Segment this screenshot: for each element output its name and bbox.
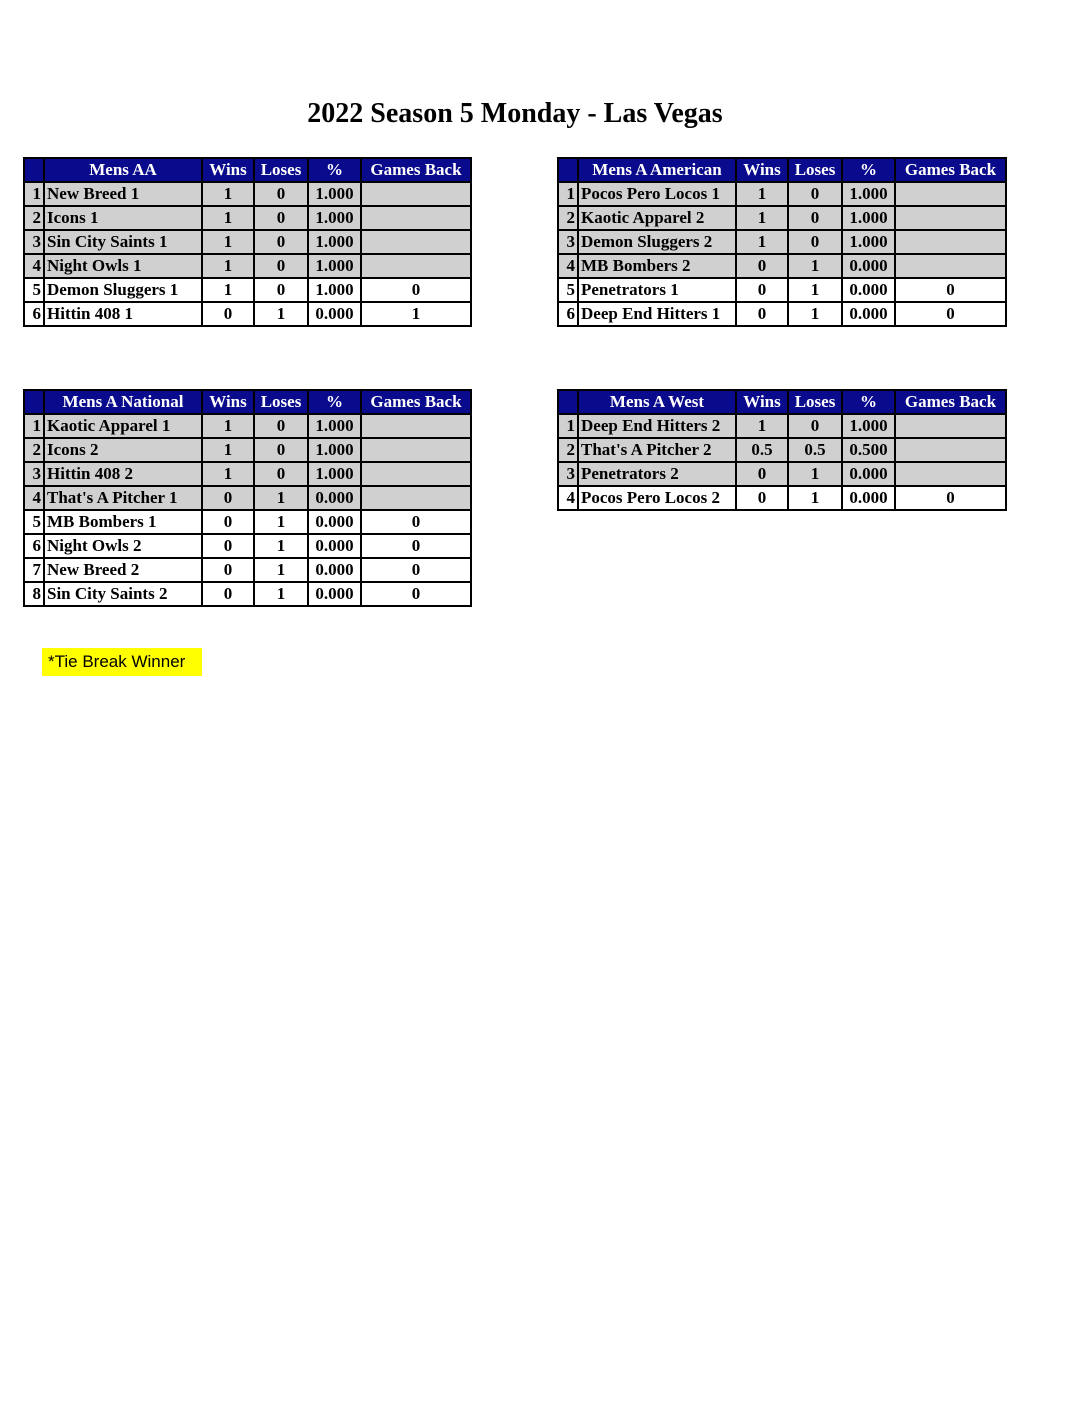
team-name: Penetrators 2 bbox=[578, 462, 736, 486]
loses: 0 bbox=[254, 230, 308, 254]
games-back: 0 bbox=[895, 302, 1006, 326]
games-back: 0 bbox=[361, 510, 471, 534]
pct: 0.000 bbox=[308, 534, 361, 558]
rank: 6 bbox=[24, 302, 44, 326]
table-row bbox=[558, 462, 1006, 486]
page-title: 2022 Season 5 Monday - Las Vegas bbox=[307, 98, 723, 129]
pct-header: % bbox=[308, 390, 361, 414]
standings-table-mens-a-american bbox=[557, 157, 1007, 327]
wins: 1 bbox=[736, 182, 788, 206]
wins: 0 bbox=[736, 254, 788, 278]
rank-header bbox=[24, 158, 44, 182]
loses: 0 bbox=[788, 230, 842, 254]
games-back: 0 bbox=[361, 534, 471, 558]
table-header bbox=[558, 390, 1006, 414]
pct: 0.000 bbox=[842, 302, 895, 326]
team-name: That's A Pitcher 1 bbox=[44, 486, 202, 510]
wins: 0 bbox=[736, 302, 788, 326]
tie-break-note: *Tie Break Winner bbox=[42, 648, 202, 676]
wins: 1 bbox=[202, 278, 254, 302]
wins: 1 bbox=[202, 206, 254, 230]
loses: 1 bbox=[788, 254, 842, 278]
table-row bbox=[558, 278, 1006, 302]
team-name: Deep End Hitters 2 bbox=[578, 414, 736, 438]
rank: 1 bbox=[24, 182, 44, 206]
table-row bbox=[24, 182, 471, 206]
pct-header: % bbox=[842, 390, 895, 414]
table-row bbox=[558, 414, 1006, 438]
games-back: 0 bbox=[895, 278, 1006, 302]
team-name: Sin City Saints 1 bbox=[44, 230, 202, 254]
team-name: That's A Pitcher 2 bbox=[578, 438, 736, 462]
wins: 0 bbox=[736, 462, 788, 486]
pct: 0.000 bbox=[308, 558, 361, 582]
table-row bbox=[24, 510, 471, 534]
wins: 1 bbox=[202, 414, 254, 438]
wins: 0 bbox=[736, 486, 788, 510]
games-back bbox=[361, 206, 471, 230]
games-back bbox=[895, 414, 1006, 438]
pct: 0.000 bbox=[842, 254, 895, 278]
table-row bbox=[558, 254, 1006, 278]
division-name: Mens A National bbox=[44, 390, 202, 414]
wins: 0 bbox=[202, 486, 254, 510]
team-name: New Breed 2 bbox=[44, 558, 202, 582]
team-name: Night Owls 1 bbox=[44, 254, 202, 278]
loses: 0 bbox=[254, 438, 308, 462]
wins-header: Wins bbox=[202, 390, 254, 414]
games-back: 0 bbox=[361, 558, 471, 582]
rank: 2 bbox=[558, 206, 578, 230]
table-row bbox=[24, 438, 471, 462]
games-back-header: Games Back bbox=[895, 158, 1006, 182]
rank-header bbox=[558, 158, 578, 182]
loses-header: Loses bbox=[254, 158, 308, 182]
rank: 1 bbox=[558, 182, 578, 206]
loses: 1 bbox=[254, 534, 308, 558]
loses: 1 bbox=[788, 486, 842, 510]
pct: 1.000 bbox=[842, 182, 895, 206]
wins: 1 bbox=[736, 230, 788, 254]
games-back bbox=[361, 182, 471, 206]
games-back bbox=[361, 230, 471, 254]
games-back: 1 bbox=[361, 302, 471, 326]
table-row bbox=[24, 230, 471, 254]
rank: 1 bbox=[24, 414, 44, 438]
games-back-header: Games Back bbox=[361, 158, 471, 182]
loses: 1 bbox=[254, 302, 308, 326]
loses: 0 bbox=[254, 254, 308, 278]
standings-table-mens-aa bbox=[23, 157, 472, 327]
wins-header: Wins bbox=[202, 158, 254, 182]
table-row bbox=[558, 302, 1006, 326]
rank: 2 bbox=[558, 438, 578, 462]
rank: 4 bbox=[24, 254, 44, 278]
table-row bbox=[558, 182, 1006, 206]
rank: 4 bbox=[24, 486, 44, 510]
pct-header: % bbox=[308, 158, 361, 182]
team-name: Demon Sluggers 2 bbox=[578, 230, 736, 254]
rank: 3 bbox=[558, 230, 578, 254]
team-name: Deep End Hitters 1 bbox=[578, 302, 736, 326]
team-name: Icons 1 bbox=[44, 206, 202, 230]
rank: 1 bbox=[558, 414, 578, 438]
loses: 0 bbox=[254, 206, 308, 230]
standings-table-mens-a-national bbox=[23, 389, 472, 607]
pct: 1.000 bbox=[308, 278, 361, 302]
table-row bbox=[24, 486, 471, 510]
loses: 0 bbox=[788, 182, 842, 206]
games-back bbox=[895, 462, 1006, 486]
loses-header: Loses bbox=[788, 390, 842, 414]
rank: 5 bbox=[24, 278, 44, 302]
games-back bbox=[361, 414, 471, 438]
games-back bbox=[895, 254, 1006, 278]
wins: 1 bbox=[202, 462, 254, 486]
team-name: MB Bombers 1 bbox=[44, 510, 202, 534]
pct-header: % bbox=[842, 158, 895, 182]
games-back bbox=[895, 438, 1006, 462]
pct: 1.000 bbox=[308, 462, 361, 486]
rank: 6 bbox=[558, 302, 578, 326]
games-back bbox=[361, 438, 471, 462]
team-name: Demon Sluggers 1 bbox=[44, 278, 202, 302]
games-back: 0 bbox=[361, 582, 471, 606]
games-back bbox=[895, 206, 1006, 230]
pct: 0.000 bbox=[842, 486, 895, 510]
team-name: Night Owls 2 bbox=[44, 534, 202, 558]
wins: 0 bbox=[202, 302, 254, 326]
wins-header: Wins bbox=[736, 158, 788, 182]
team-name: New Breed 1 bbox=[44, 182, 202, 206]
table-row bbox=[24, 414, 471, 438]
wins: 1 bbox=[202, 182, 254, 206]
pct: 0.000 bbox=[842, 462, 895, 486]
table-row bbox=[24, 558, 471, 582]
pct: 1.000 bbox=[842, 206, 895, 230]
wins: 0 bbox=[202, 558, 254, 582]
pct: 0.000 bbox=[308, 302, 361, 326]
loses: 1 bbox=[254, 510, 308, 534]
table-row bbox=[558, 206, 1006, 230]
team-name: Hittin 408 1 bbox=[44, 302, 202, 326]
loses: 0 bbox=[788, 414, 842, 438]
loses: 1 bbox=[788, 462, 842, 486]
games-back: 0 bbox=[361, 278, 471, 302]
pct: 1.000 bbox=[842, 230, 895, 254]
games-back bbox=[895, 230, 1006, 254]
pct: 0.000 bbox=[308, 510, 361, 534]
pct: 1.000 bbox=[308, 414, 361, 438]
team-name: Icons 2 bbox=[44, 438, 202, 462]
division-name: Mens A West bbox=[578, 390, 736, 414]
rank: 2 bbox=[24, 438, 44, 462]
wins: 0 bbox=[202, 582, 254, 606]
rank: 5 bbox=[24, 510, 44, 534]
pct: 1.000 bbox=[308, 206, 361, 230]
table-row bbox=[24, 206, 471, 230]
rank: 8 bbox=[24, 582, 44, 606]
rank: 7 bbox=[24, 558, 44, 582]
loses: 1 bbox=[788, 302, 842, 326]
wins: 0.5 bbox=[736, 438, 788, 462]
pct: 0.000 bbox=[308, 486, 361, 510]
team-name: Pocos Pero Locos 1 bbox=[578, 182, 736, 206]
table-row bbox=[24, 534, 471, 558]
loses: 1 bbox=[254, 486, 308, 510]
loses-header: Loses bbox=[254, 390, 308, 414]
games-back bbox=[361, 254, 471, 278]
table-row bbox=[558, 438, 1006, 462]
pct: 0.500 bbox=[842, 438, 895, 462]
wins-header: Wins bbox=[736, 390, 788, 414]
games-back-header: Games Back bbox=[895, 390, 1006, 414]
rank: 5 bbox=[558, 278, 578, 302]
loses: 0 bbox=[254, 182, 308, 206]
table-row bbox=[24, 254, 471, 278]
pct: 0.000 bbox=[842, 278, 895, 302]
rank-header bbox=[24, 390, 44, 414]
pct: 1.000 bbox=[308, 438, 361, 462]
team-name: Sin City Saints 2 bbox=[44, 582, 202, 606]
wins: 1 bbox=[202, 230, 254, 254]
rank: 4 bbox=[558, 254, 578, 278]
rank: 3 bbox=[24, 462, 44, 486]
rank: 3 bbox=[558, 462, 578, 486]
pct: 1.000 bbox=[308, 254, 361, 278]
table-row bbox=[558, 230, 1006, 254]
wins: 1 bbox=[736, 414, 788, 438]
pct: 1.000 bbox=[308, 182, 361, 206]
table-header bbox=[558, 158, 1006, 182]
division-name: Mens A American bbox=[578, 158, 736, 182]
loses: 0 bbox=[788, 206, 842, 230]
pct: 1.000 bbox=[842, 414, 895, 438]
pct: 0.000 bbox=[308, 582, 361, 606]
table-row bbox=[24, 462, 471, 486]
table-row bbox=[24, 302, 471, 326]
games-back bbox=[895, 182, 1006, 206]
team-name: Kaotic Apparel 1 bbox=[44, 414, 202, 438]
table-row bbox=[24, 582, 471, 606]
table-row bbox=[24, 278, 471, 302]
rank: 3 bbox=[24, 230, 44, 254]
loses: 1 bbox=[254, 558, 308, 582]
games-back bbox=[361, 486, 471, 510]
wins: 0 bbox=[736, 278, 788, 302]
wins: 1 bbox=[202, 254, 254, 278]
loses: 1 bbox=[254, 582, 308, 606]
division-name: Mens AA bbox=[44, 158, 202, 182]
loses: 0 bbox=[254, 462, 308, 486]
wins: 0 bbox=[202, 534, 254, 558]
team-name: Penetrators 1 bbox=[578, 278, 736, 302]
standings-table-mens-a-west bbox=[557, 389, 1007, 511]
loses: 0.5 bbox=[788, 438, 842, 462]
table-row bbox=[558, 486, 1006, 510]
games-back bbox=[361, 462, 471, 486]
team-name: MB Bombers 2 bbox=[578, 254, 736, 278]
rank: 6 bbox=[24, 534, 44, 558]
rank: 4 bbox=[558, 486, 578, 510]
loses-header: Loses bbox=[788, 158, 842, 182]
rank-header bbox=[558, 390, 578, 414]
loses: 0 bbox=[254, 278, 308, 302]
wins: 0 bbox=[202, 510, 254, 534]
games-back: 0 bbox=[895, 486, 1006, 510]
wins: 1 bbox=[202, 438, 254, 462]
table-header bbox=[24, 390, 471, 414]
loses: 1 bbox=[788, 278, 842, 302]
games-back-header: Games Back bbox=[361, 390, 471, 414]
rank: 2 bbox=[24, 206, 44, 230]
pct: 1.000 bbox=[308, 230, 361, 254]
loses: 0 bbox=[254, 414, 308, 438]
team-name: Kaotic Apparel 2 bbox=[578, 206, 736, 230]
wins: 1 bbox=[736, 206, 788, 230]
table-header bbox=[24, 158, 471, 182]
team-name: Pocos Pero Locos 2 bbox=[578, 486, 736, 510]
team-name: Hittin 408 2 bbox=[44, 462, 202, 486]
